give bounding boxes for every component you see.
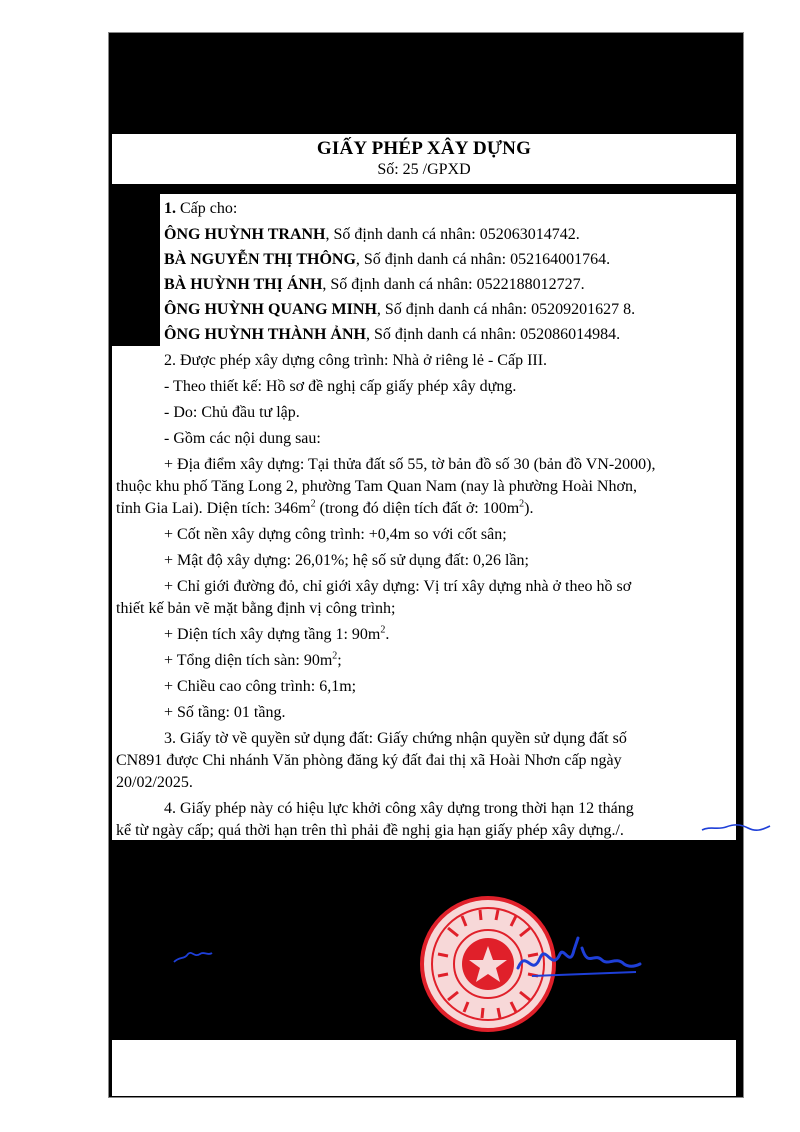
floors-line: + Số tầng: 01 tầng.	[164, 704, 286, 721]
signature-icon	[512, 928, 642, 988]
location-line-1: + Địa điểm xây dựng: Tại thửa đất số 55, tờ bản đồ số 30 (bản đồ VN-2000),	[164, 456, 656, 473]
grantee-name: ÔNG HUỲNH THÀNH ẢNH	[164, 326, 366, 343]
document-header	[112, 134, 736, 184]
grantee-1	[164, 224, 580, 246]
section4-line-2: kể từ ngày cấp; quá thời hạn trên thì phải đề nghị gia hạn giấy phép xây dựng./.	[116, 822, 624, 839]
permit-number: Số: 25 /GPXD	[377, 161, 471, 178]
superscript: 2	[380, 624, 386, 636]
grantee-3	[164, 274, 585, 296]
section1-label: Cấp cho:	[180, 200, 238, 217]
superscript: 2	[519, 498, 525, 510]
section3-line-3: 20/02/2025.	[116, 774, 193, 791]
foundation-line: + Cốt nền xây dựng công trình: +0,4m so với cốt sân;	[164, 526, 507, 543]
section1-heading	[164, 198, 237, 220]
boundary-line-2: thiết kế bản vẽ mặt bằng định vị công trình;	[116, 600, 396, 617]
superscript: 2	[332, 650, 338, 662]
period: .	[385, 626, 390, 643]
grantee-2	[164, 249, 610, 271]
location-line-2: thuộc khu phố Tăng Long 2, phường Tam Quan Nam (nay là phường Hoài Nhơn,	[116, 478, 637, 495]
total-area-line	[164, 650, 342, 672]
floor1-area-line	[164, 624, 389, 646]
section1-number: 1.	[164, 200, 176, 217]
grantee-name: ÔNG HUỲNH QUANG MINH	[164, 301, 377, 318]
design-line: - Theo thiết kế: Hồ sơ đề nghị cấp giấy phép xây dựng.	[164, 378, 517, 395]
grantee-name: ÔNG HUỲNH TRANH	[164, 226, 326, 243]
footer-panel	[112, 1040, 736, 1096]
grantee-5	[164, 324, 620, 346]
includes-line: - Gồm các nội dung sau:	[164, 430, 321, 447]
floor1-area-text: + Diện tích xây dựng tầng 1: 90m	[164, 626, 381, 643]
designer-line: - Do: Chủ đầu tư lập.	[164, 404, 300, 421]
grantee-id: , Số định danh cá nhân: 052063014742.	[325, 226, 580, 243]
grantee-id: , Số định danh cá nhân: 052086014984.	[365, 326, 621, 343]
area-text: tỉnh Gia Lai). Diện tích: 346m	[116, 500, 311, 517]
closing-text: ).	[524, 500, 534, 517]
location-line-3	[116, 498, 534, 520]
grantee-id: , Số định danh cá nhân: 0522188012727.	[322, 276, 585, 293]
grantee-name: BÀ NGUYỄN THỊ THÔNG	[164, 251, 356, 268]
section3-line-1: 3. Giấy tờ về quyền sử dụng đất: Giấy chứng nhận quyền sử dụng đất số	[164, 730, 627, 747]
bottom-strip	[112, 1104, 736, 1118]
height-line: + Chiều cao công trình: 6,1m;	[164, 678, 357, 695]
document-body	[112, 194, 736, 840]
redaction-block	[112, 194, 160, 346]
grantee-name: BÀ HUỲNH THỊ ÁNH	[164, 276, 323, 293]
section4-line-1: 4. Giấy phép này có hiệu lực khởi công xây dựng trong thời hạn 12 tháng	[164, 800, 634, 817]
grantee-4	[164, 299, 635, 321]
section3-line-2: CN891 được Chi nhánh Văn phòng đăng ký đất đai thị xã Hoài Nhơn cấp ngày	[116, 752, 622, 769]
grantee-id: , Số định danh cá nhân: 05209201627 8.	[376, 301, 636, 318]
initial-mark	[700, 818, 774, 836]
section2-heading: 2. Được phép xây dựng công trình: Nhà ở riêng lẻ - Cấp III.	[164, 352, 548, 369]
initial-mark-left	[170, 944, 216, 968]
residential-area-text: (trong đó diện tích đất ở: 100m	[315, 500, 520, 517]
grantee-id: , Số định danh cá nhân: 052164001764.	[355, 251, 611, 268]
semicolon: ;	[337, 652, 342, 669]
superscript: 2	[310, 498, 316, 510]
document-title: GIẤY PHÉP XÂY DỰNG	[316, 138, 532, 159]
total-area-text: + Tổng diện tích sàn: 90m	[164, 652, 333, 669]
density-line: + Mật độ xây dựng: 26,01%; hệ số sử dụng đất: 0,26 lần;	[164, 552, 529, 569]
boundary-line-1: + Chỉ giới đường đỏ, chỉ giới xây dựng: Vị trí xây dựng nhà ở theo hồ sơ	[164, 578, 632, 595]
